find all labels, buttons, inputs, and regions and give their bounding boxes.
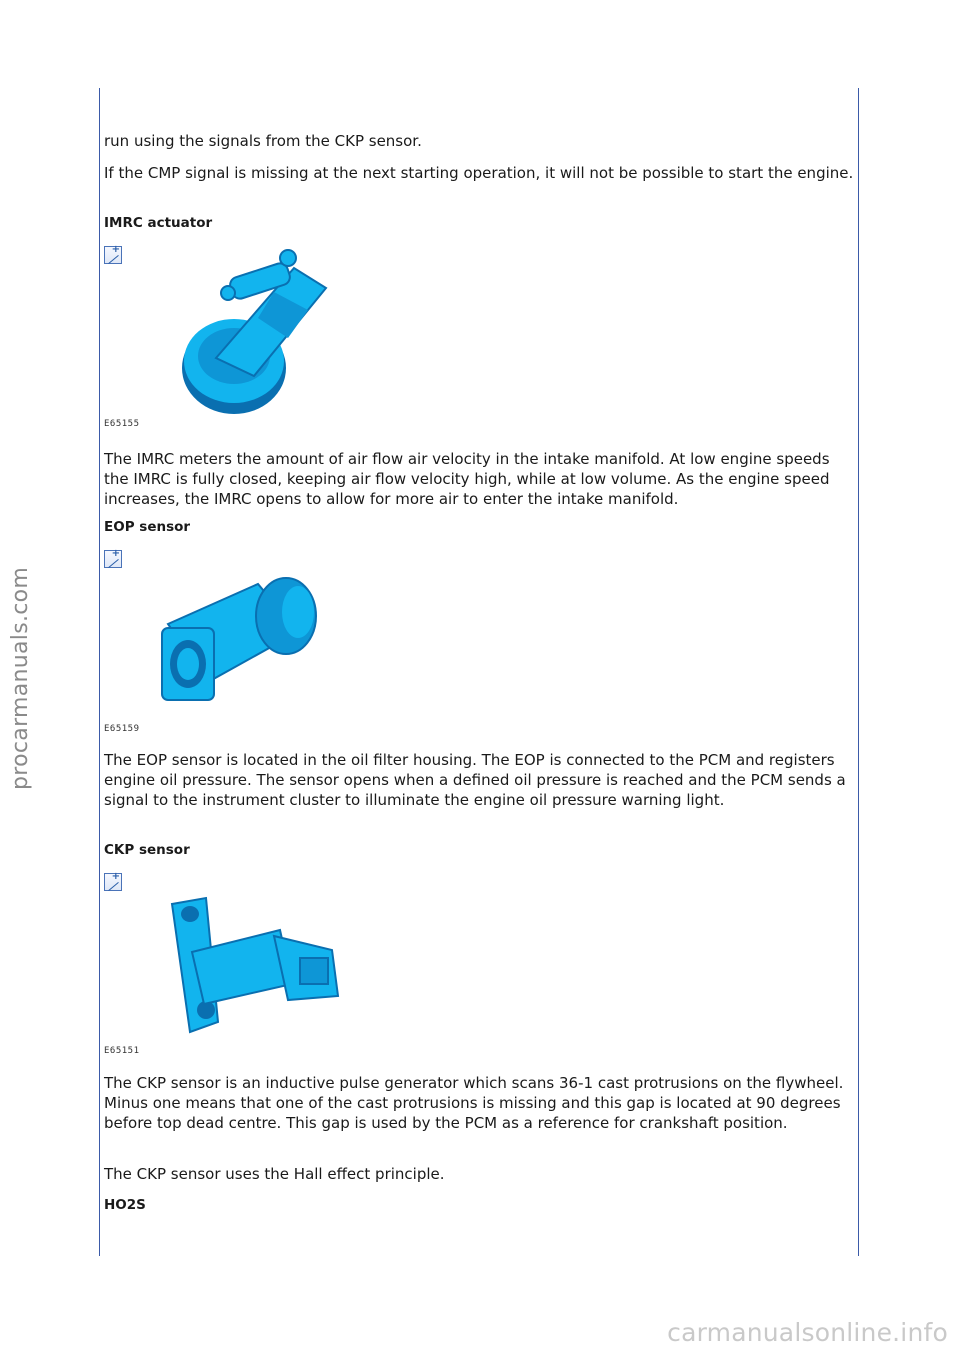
heading-ho2s: HO2S bbox=[104, 1197, 146, 1213]
heading-eop-sensor: EOP sensor bbox=[104, 519, 191, 535]
left-margin-rule bbox=[99, 88, 100, 1256]
figure-code-ckp: E65151 bbox=[104, 1046, 140, 1056]
paragraph-eop-description: The EOP sensor is located in the oil filter housing. The EOP is connected to the PCM and registers engine oil pressure. The sensor opens when a defined oil pressure is reached and the PCM sends a signal to the instrument cluster to illuminate the engine oil pressure warning light. bbox=[104, 751, 846, 809]
paragraph-hall-effect: The CKP sensor uses the Hall effect principle. bbox=[104, 1165, 445, 1183]
figure-code-imrc: E65155 bbox=[104, 419, 140, 429]
figure-code-eop: E65159 bbox=[104, 724, 140, 734]
eop-sensor-figure bbox=[158, 572, 323, 707]
imrc-actuator-figure bbox=[176, 248, 341, 420]
paragraph-ckp-description: The CKP sensor is an inductive pulse generator which scans 36-1 cast protrusions on the flywheel. Minus one means that one of the cast protrusions is missing and this gap is located at 90 degrees before top dead centre. This gap is used by the PCM as a reference for crankshaft position. bbox=[104, 1074, 844, 1132]
heading-ckp-sensor: CKP sensor bbox=[104, 842, 190, 858]
side-watermark: procarmanuals.com bbox=[8, 566, 33, 790]
zoom-image-icon[interactable]: + bbox=[104, 550, 122, 568]
right-margin-rule bbox=[858, 88, 859, 1256]
paragraph-cmp-missing: If the CMP signal is missing at the next starting operation, it will not be possible to start the engine. bbox=[104, 164, 854, 182]
paragraph-imrc-description: The IMRC meters the amount of air flow air velocity in the intake manifold. At low engine speeds the IMRC is fully closed, keeping air flow velocity high, while at low volume. As the engine speed increases, the IMRC opens to allow for more air to enter the intake manifold. bbox=[104, 450, 830, 508]
bottom-watermark: carmanualsonline.info bbox=[667, 1318, 948, 1347]
ckp-sensor-figure bbox=[162, 892, 342, 1037]
zoom-image-icon[interactable]: + bbox=[104, 873, 122, 891]
heading-imrc-actuator: IMRC actuator bbox=[104, 215, 213, 231]
paragraph-ckp-signals: run using the signals from the CKP sensor. bbox=[104, 132, 422, 150]
zoom-image-icon[interactable]: + bbox=[104, 246, 122, 264]
